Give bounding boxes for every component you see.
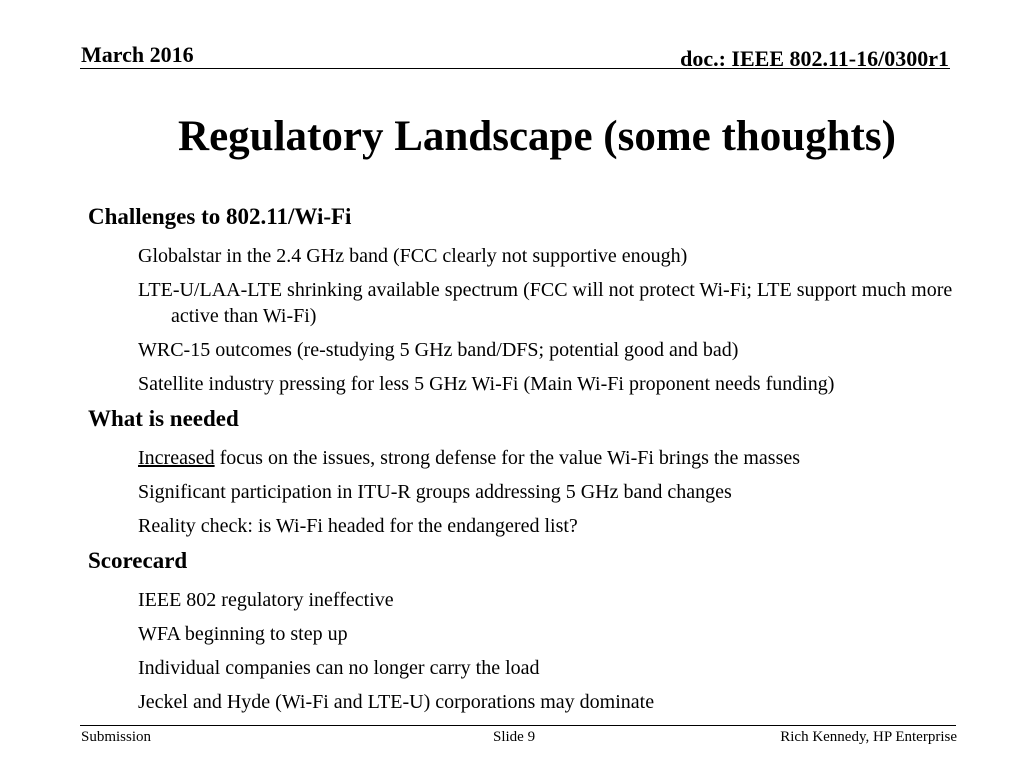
footer-author: Rich Kennedy, HP Enterprise [780, 729, 957, 745]
footer-submission: Submission [81, 729, 152, 745]
bullet-item: WFA beginning to step up [138, 623, 348, 645]
bullet-item: Significant participation in ITU-R groups addressing 5 GHz band changes [138, 481, 732, 503]
footer-divider [80, 725, 956, 726]
slide-body [88, 203, 968, 723]
bullet-item: Individual companies can no longer carry the load [138, 657, 540, 679]
section-heading-needed: What is needed [88, 406, 239, 431]
section-heading-challenges: Challenges to 802.11/Wi-Fi [88, 204, 352, 229]
section-heading-scorecard: Scorecard [88, 548, 188, 573]
bullet-item: Jeckel and Hyde (Wi-Fi and LTE-U) corporations may dominate [138, 691, 655, 713]
bullet-item: WRC-15 outcomes (re-studying 5 GHz band/DFS; potential good and bad) [138, 339, 739, 361]
bullet-item: IEEE 802 regulatory ineffective [138, 589, 394, 611]
bullet-item: Globalstar in the 2.4 GHz band (FCC clearly not supportive enough) [138, 245, 688, 267]
header-date: March 2016 [81, 42, 194, 67]
bullet-item-text: focus on the issues, strong defense for the value Wi-Fi brings the masses [214, 447, 801, 469]
bullet-item: Satellite industry pressing for less 5 GHz Wi-Fi (Main Wi-Fi proponent needs funding) [138, 373, 835, 395]
footer-slide-number: Slide 9 [493, 729, 536, 745]
bullet-item [138, 445, 968, 471]
bullet-item: Reality check: is Wi-Fi headed for the endangered list? [138, 515, 578, 537]
underlined-word: Increased [138, 447, 215, 469]
slide-title: Regulatory Landscape (some thoughts) [178, 113, 896, 160]
header-doc-id: doc.: IEEE 802.11-16/0300r1 [680, 46, 949, 71]
bullet-item: LTE-U/LAA-LTE shrinking available spectrum (FCC will not protect Wi-Fi; LTE support much more active than Wi-Fi) [138, 279, 953, 327]
header-divider [80, 68, 950, 69]
